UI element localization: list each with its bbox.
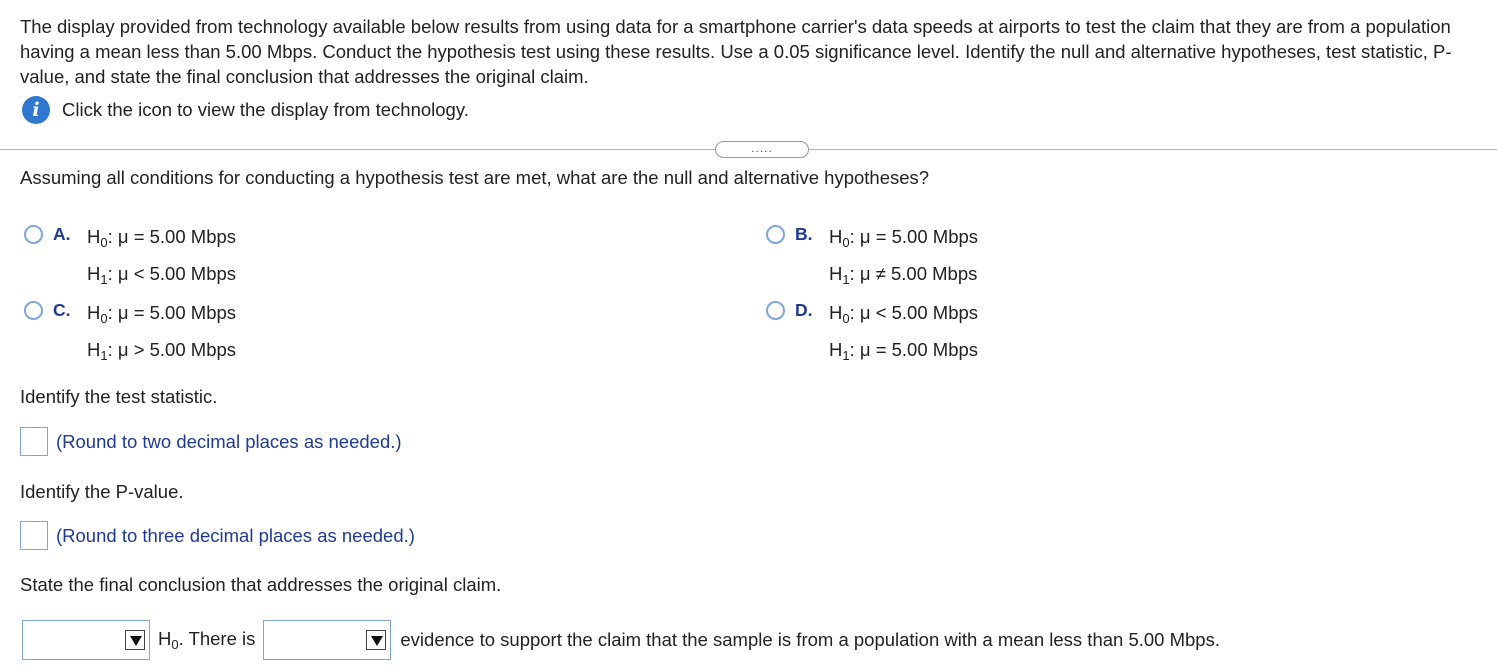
p-value-hint: (Round to three decimal places as needed.) [56, 524, 415, 546]
option-b-hypotheses [829, 221, 978, 295]
option-a-letter: A. [53, 224, 71, 244]
p-value-input[interactable] [20, 521, 48, 550]
option-c-hypotheses [87, 297, 236, 371]
option-d-h1: $H_1$: μ = 5.00 Mbps [829, 339, 979, 363]
evidence-level-dropdown[interactable] [263, 620, 391, 660]
problem-statement: The display provided from technology available below results from using data for a smartphone carrier's data speeds at airports to test the claim that they are from a population having a mean less than 5.00 Mbps. Conduct the hypothesis test using these results. Use a 0.05 significance level. Identify the null and alternative hypotheses, test statistic, P-value, and state the final conclusion that addresses the original claim. [20, 16, 1452, 87]
option-b[interactable] [766, 221, 978, 295]
info-icon[interactable]: i [22, 96, 50, 124]
option-c-h1: $H_1$: μ > 5.00 Mbps [87, 339, 237, 363]
dropdown-arrow-icon[interactable] [125, 630, 145, 650]
option-c-radio[interactable] [24, 301, 43, 320]
view-display-text[interactable]: Click the icon to view the display from technology. [62, 99, 469, 120]
option-b-radio[interactable] [766, 225, 785, 244]
option-a-h1: $H_1$: μ < 5.00 Mbps [87, 263, 237, 287]
p-value-question: Identify the P-value. [20, 481, 184, 502]
conclusion-end-text: evidence to support the claim that the sample is from a population with a mean less than 5.00 Mbps. [400, 629, 1220, 650]
option-d-hypotheses [829, 297, 978, 371]
option-b-h1: $H_1$: μ ≠ 5.00 Mbps [829, 263, 978, 287]
option-b-letter: B. [795, 224, 813, 244]
test-statistic-row [20, 427, 402, 456]
dropdown-arrow-icon[interactable] [366, 630, 386, 650]
conclusion-question: State the final conclusion that addresses the original claim. [20, 574, 502, 595]
view-display-link[interactable] [22, 96, 469, 124]
test-statistic-question: Identify the test statistic. [20, 386, 218, 407]
option-d-radio[interactable] [766, 301, 785, 320]
option-a[interactable] [24, 221, 236, 295]
option-c[interactable] [24, 297, 236, 371]
option-d-letter: D. [795, 300, 813, 320]
option-c-h0: $H_0$: μ = 5.00 Mbps [87, 302, 237, 326]
conclusion-h0-text: $H_0$. There is [158, 628, 256, 652]
p-value-row [20, 521, 415, 550]
conclusion-row [22, 620, 1220, 660]
test-statistic-hint: (Round to two decimal places as needed.) [56, 430, 402, 452]
reject-decision-dropdown[interactable] [22, 620, 150, 660]
option-c-letter: C. [53, 300, 71, 320]
option-d-h0: $H_0$: μ < 5.00 Mbps [829, 302, 979, 326]
test-statistic-input[interactable] [20, 427, 48, 456]
option-a-hypotheses [87, 221, 236, 295]
option-a-h0: $H_0$: μ = 5.00 Mbps [87, 226, 237, 250]
option-a-radio[interactable] [24, 225, 43, 244]
hypotheses-question: Assuming all conditions for conducting a hypothesis test are met, what are the null and alternative hypotheses? [20, 167, 930, 188]
expand-toggle-button[interactable]: ..... [715, 141, 809, 158]
option-b-h0: $H_0$: μ = 5.00 Mbps [829, 226, 979, 250]
option-d[interactable] [766, 297, 978, 371]
